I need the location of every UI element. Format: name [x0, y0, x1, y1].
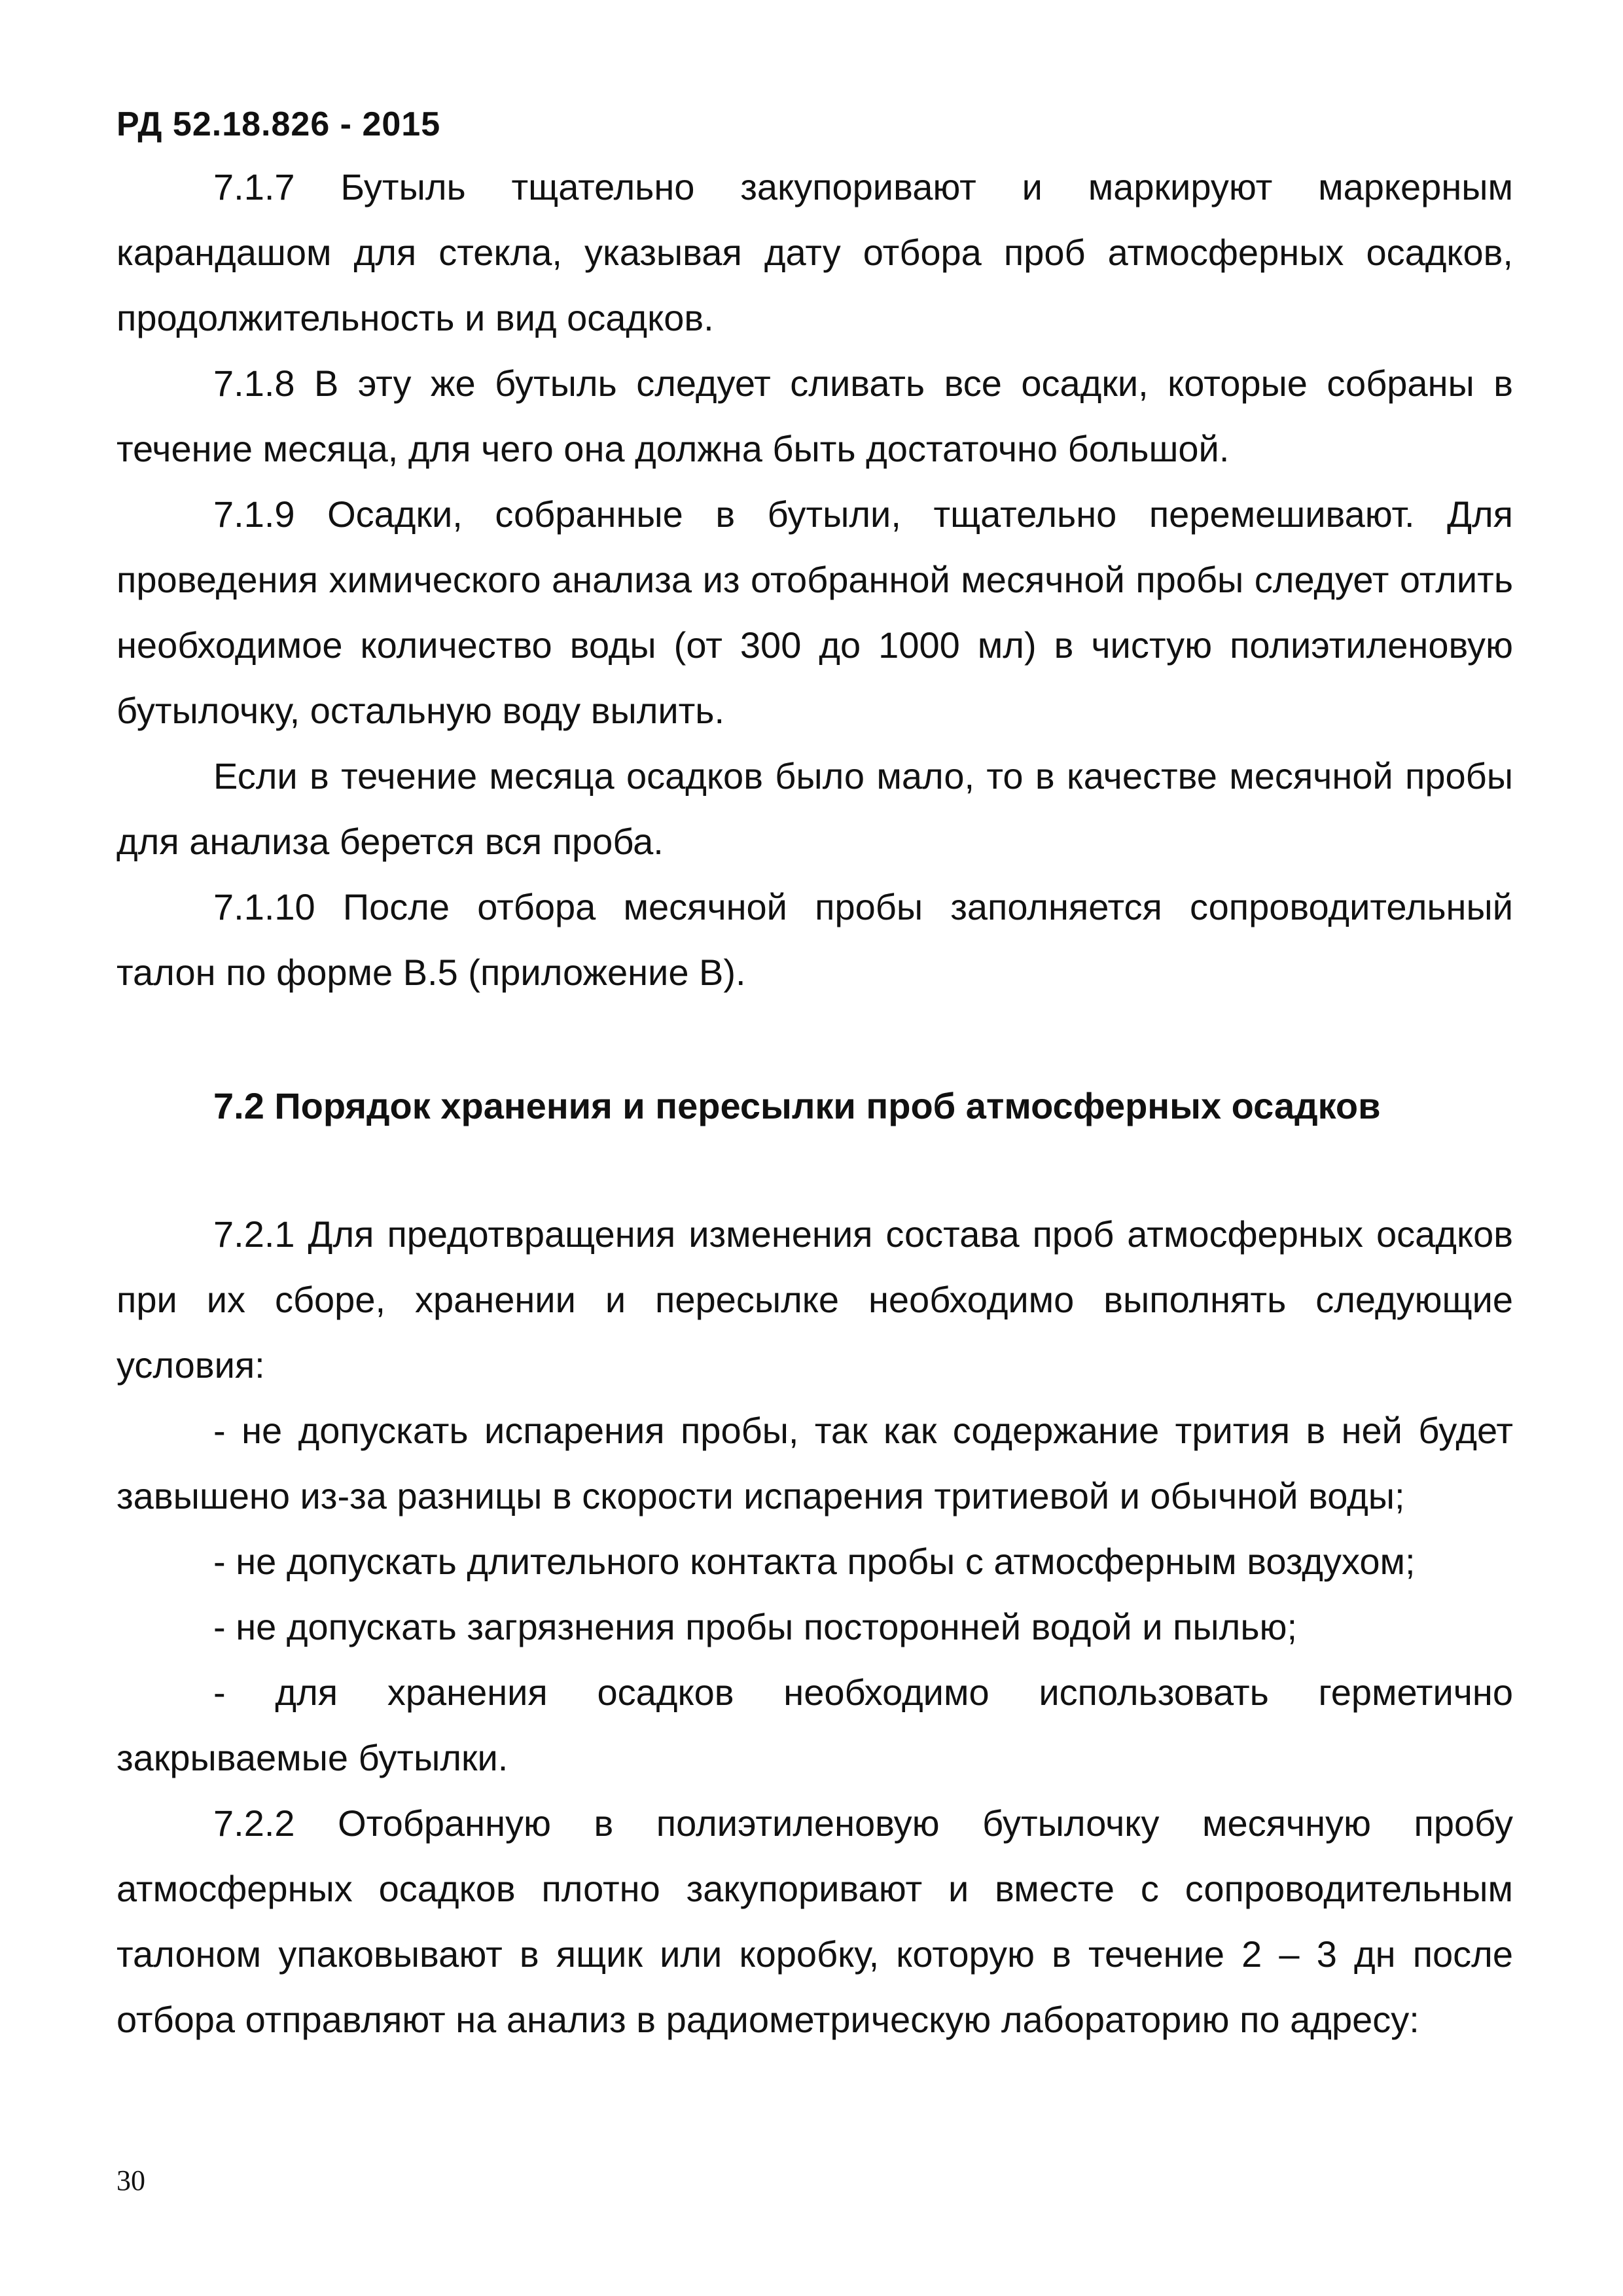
paragraph-7-2-2: 7.2.2 Отобранную в полиэтиленовую бутылочку месячную пробу атмосферных осадков плотно закупоривают и вместе с сопроводительным талоном упаковывают в ящик или коробку, которую в течение 2 – 3 дн после отбора отправляют на анализ в радиометрическую лабораторию по адресу:	[116, 1803, 1513, 2040]
list-item: - не допускать загрязнения пробы посторонней водой и пылью;	[213, 1606, 1298, 1647]
paragraph-7-2-1: 7.2.1 Для предотвращения изменения состава проб атмосферных осадков при их сборе, хранении и пересылке необходимо выполнять следующие условия:	[116, 1213, 1513, 1386]
page-number: 30	[116, 2164, 145, 2197]
paragraph-7-1-10: 7.1.10 После отбора месячной пробы заполняется сопроводительный талон по форме В.5 (приложение В).	[116, 886, 1513, 993]
document-code: РД 52.18.826 - 2015	[116, 105, 441, 143]
paragraph-if-little: Если в течение месяца осадков было мало, то в качестве месячной пробы для анализа берется вся проба.	[116, 755, 1513, 862]
paragraph-7-1-9: 7.1.9 Осадки, собранные в бутыли, тщательно перемешивают. Для проведения химического анализа из отобранной месячной пробы следует отлить необходимое количество воды (от 300 до 1000 мл) в чистую полиэтиленовую бутылочку, остальную воду вылить.	[116, 493, 1513, 731]
paragraph-7-1-8: 7.1.8 В эту же бутыль следует сливать все осадки, которые собраны в течение месяца, для чего она должна быть достаточно большой.	[116, 363, 1513, 469]
list-item: - не допускать испарения пробы, так как содержание трития в ней будет завышено из-за разницы в скорости испарения тритиевой и обычной воды;	[116, 1410, 1513, 1516]
section-heading-7-2: 7.2 Порядок хранения и пересылки проб атмосферных осадков	[213, 1085, 1381, 1126]
paragraph-7-1-7: 7.1.7 Бутыль тщательно закупоривают и маркируют маркерным карандашом для стекла, указывая дату отбора проб атмосферных осадков, продолжительность и вид осадков.	[116, 166, 1513, 338]
list-item: - для хранения осадков необходимо использовать герметично закрываемые бутылки.	[116, 1672, 1513, 1778]
list-item: - не допускать длительного контакта пробы с атмосферным воздухом;	[213, 1541, 1416, 1582]
